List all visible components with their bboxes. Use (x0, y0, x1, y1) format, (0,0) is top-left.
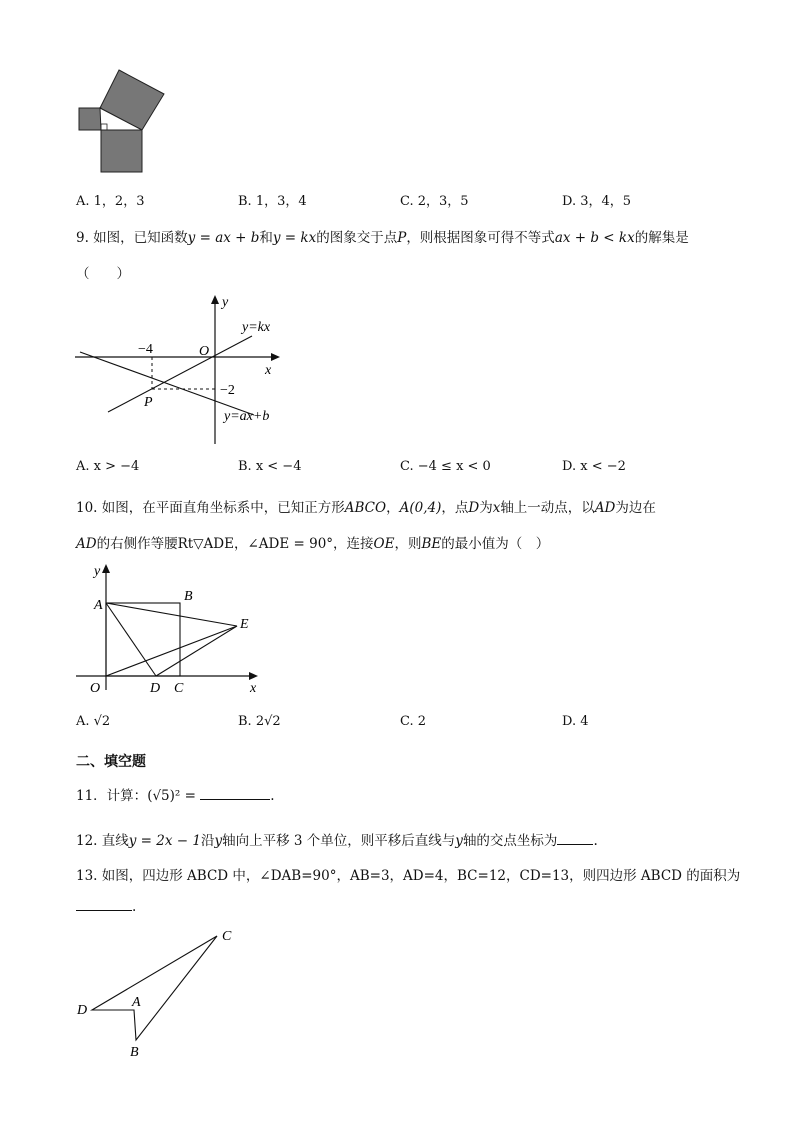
q9-graph-figure (72, 292, 302, 452)
q12-answer-blank[interactable] (557, 843, 593, 845)
q10-option-c[interactable]: C. 2 (400, 714, 427, 729)
q10-stem-line2: AD的右侧作等腰Rt▽ADE，∠ADE = 90°，连接OE，则BE的最小值为（ ） (76, 536, 550, 552)
q11-answer-blank[interactable] (200, 798, 270, 800)
q12-stem: 12. 直线y = 2x − 1沿y轴向上平移 3 个单位，则平移后直线与y轴的交点坐标为 . (76, 833, 598, 849)
q9-y-axis-label: y (222, 295, 229, 310)
q9-axb-line-label: y=ax+b (224, 409, 270, 424)
q8-option-d[interactable]: D. 3，4，5 (562, 194, 632, 209)
q10-point-e-label: E (240, 617, 249, 632)
q10-point-d-label: D (150, 681, 161, 696)
q13-quadrilateral-figure (74, 924, 244, 1064)
q9-point-p-label: P (144, 395, 153, 410)
q9-x-axis-label: x (265, 363, 272, 378)
q10-point-a-label: A (94, 598, 103, 613)
q13-answer-line: . (76, 899, 136, 915)
q9-option-c[interactable]: C. −4 ≤ x < 0 (400, 459, 491, 474)
pythagoras-squares-figure (78, 66, 178, 176)
q13-point-b-label: B (130, 1045, 139, 1060)
q9-minus2-label: −2 (220, 383, 235, 398)
q11-stem: 11．计算：(√5)² = . (76, 788, 275, 804)
q9-kx-line-label: y=kx (242, 320, 271, 335)
q9-option-d[interactable]: D. x < −2 (562, 459, 626, 474)
q10-option-a[interactable]: A. √2 (76, 714, 111, 729)
q10-stem-line1: 10. 如图，在平面直角坐标系中，已知正方形ABCO，A(0,4)，点D为x轴上一动点，以AD为边在 (76, 500, 656, 516)
q8-option-c[interactable]: C. 2，3，5 (400, 194, 469, 209)
q10-point-c-label: C (174, 681, 184, 696)
q13-answer-blank[interactable] (76, 909, 132, 911)
q13-stem: 13. 如图，四边形 ABCD 中，∠DAB=90°，AB=3，AD=4，BC=12，CD=13，则四边形 ABCD 的面积为 (76, 868, 741, 884)
section-heading: 二、填空题 (76, 754, 146, 770)
q9-origin-label: O (199, 344, 210, 359)
q10-origin-label: O (90, 681, 101, 696)
q10-option-d[interactable]: D. 4 (562, 714, 589, 729)
q10-option-b[interactable]: B. 2√2 (238, 714, 281, 729)
q13-point-c-label: C (222, 929, 232, 944)
q9-stem: 9. 如图，已知函数y = ax + b和y = kx的图象交于点P，则根据图象可得不等式ax + b < kx的解集是 (76, 230, 689, 246)
q9-option-b[interactable]: B. x < −4 (238, 459, 302, 474)
q10-square-figure (74, 560, 274, 700)
q10-x-axis-label: x (250, 681, 257, 696)
q8-option-b[interactable]: B. 1，3，4 (238, 194, 307, 209)
q8-option-a[interactable]: A. 1，2，3 (76, 194, 145, 209)
q13-point-a-label: A (132, 995, 141, 1010)
q10-y-axis-label: y (94, 564, 101, 579)
q10-point-b-label: B (184, 589, 193, 604)
q9-answer-paren: （ ） (76, 266, 130, 282)
q13-point-d-label: D (77, 1003, 88, 1018)
q9-minus4-label: −4 (138, 342, 153, 357)
q9-option-a[interactable]: A. x > −4 (76, 459, 140, 474)
